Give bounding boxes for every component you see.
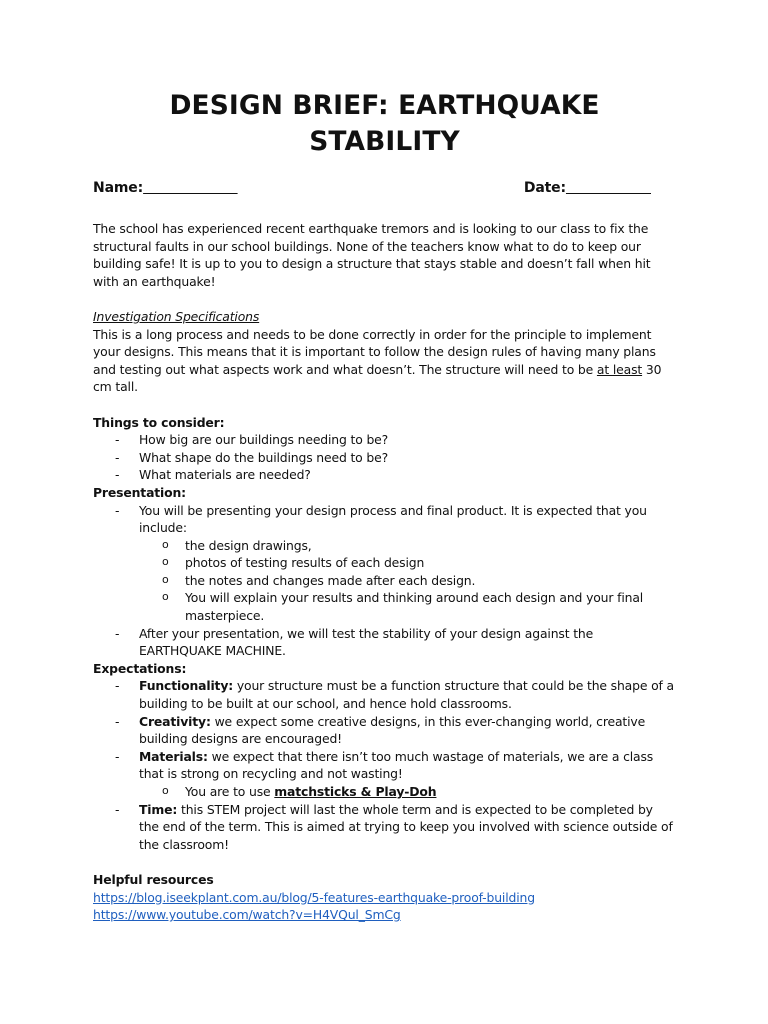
resource-link-blog[interactable]: https://blog.iseekplant.com.au/blog/5-features-earthquake-proof-building — [93, 889, 535, 905]
investigation-heading: Investigation Specifications — [93, 308, 260, 324]
resource-link-youtube[interactable]: https://www.youtube.com/watch?v=H4VQul_SmCg — [93, 907, 401, 923]
date-field[interactable] — [524, 178, 651, 198]
page-title: DESIGN BRIEF: EARTHQUAKE STABILITY — [169, 90, 600, 157]
date-label: Date: — [523, 180, 566, 196]
consider-list — [93, 431, 676, 484]
list-item: - Creativity: we expect some creative designs, in this ever-changing world, creative building designs are encouraged! — [93, 713, 676, 748]
presentation-sublist — [139, 537, 676, 625]
list-item: - What materials are needed? — [93, 466, 676, 484]
investigation-paragraph: This is a long process and needs to be done correctly in order for the principle to implement your designs. This means that it is important to follow the design rules of having many plans and testing out what aspects work and what doesn’t. The structure will need to be at least 30 cm tall. — [93, 326, 662, 395]
list-item: o You will explain your results and thinking around each design and your final masterpiece. — [139, 589, 676, 624]
presentation-heading: Presentation: — [93, 484, 186, 500]
name-label: Name: — [93, 180, 144, 196]
resources-heading: Helpful resources — [93, 871, 214, 887]
list-item: - After your presentation, we will test the stability of your design against the EARTHQUAKE MACHINE. — [93, 625, 676, 660]
presentation-list — [93, 502, 676, 660]
expectations-list — [93, 677, 676, 853]
list-item: o the design drawings, — [139, 537, 676, 555]
materials-sublist — [139, 783, 676, 801]
name-date-row — [93, 178, 651, 198]
name-field[interactable] — [93, 178, 238, 198]
intro-paragraph: The school has experienced recent earthquake tremors and is looking to our class to fix the structural faults in our school buildings. None of the teachers know what to do to keep our building safe! It is up to you to design a structure that stays stable and doesn’t fall when hit with an earthquake! — [93, 221, 651, 289]
date-blank[interactable] — [566, 180, 651, 196]
list-item: o You are to use matchsticks & Play-Doh — [139, 783, 676, 801]
list-item: - You will be presenting your design process and final product. It is expected that you include: o the design drawings, o photos of testing results of each design o the notes and changes made after each design. o You will explain your results and thinking around each design and your final masterpiece. — [93, 502, 676, 625]
list-item: o photos of testing results of each design — [139, 554, 676, 572]
expectations-heading: Expectations: — [93, 660, 187, 676]
list-item: - Functionality: your structure must be a function structure that could be the shape of a building to be built at our school, and hence hold classrooms. — [93, 677, 676, 712]
list-item: - How big are our buildings needing to be? — [93, 431, 676, 449]
list-item: - Time: this STEM project will last the whole term and is expected to be completed by the end of the term. This is aimed at trying to keep you involved with science outside of the classroom! — [93, 801, 676, 854]
list-item: o the notes and changes made after each design. — [139, 572, 676, 590]
consider-heading: Things to consider: — [93, 414, 225, 430]
list-item: - Materials: we expect that there isn’t too much wastage of materials, we are a class that is strong on recycling and not wasting! o You are to use matchsticks & Play-Doh — [93, 748, 676, 801]
name-blank[interactable] — [143, 180, 237, 196]
list-item: - What shape do the buildings need to be? — [93, 449, 676, 467]
